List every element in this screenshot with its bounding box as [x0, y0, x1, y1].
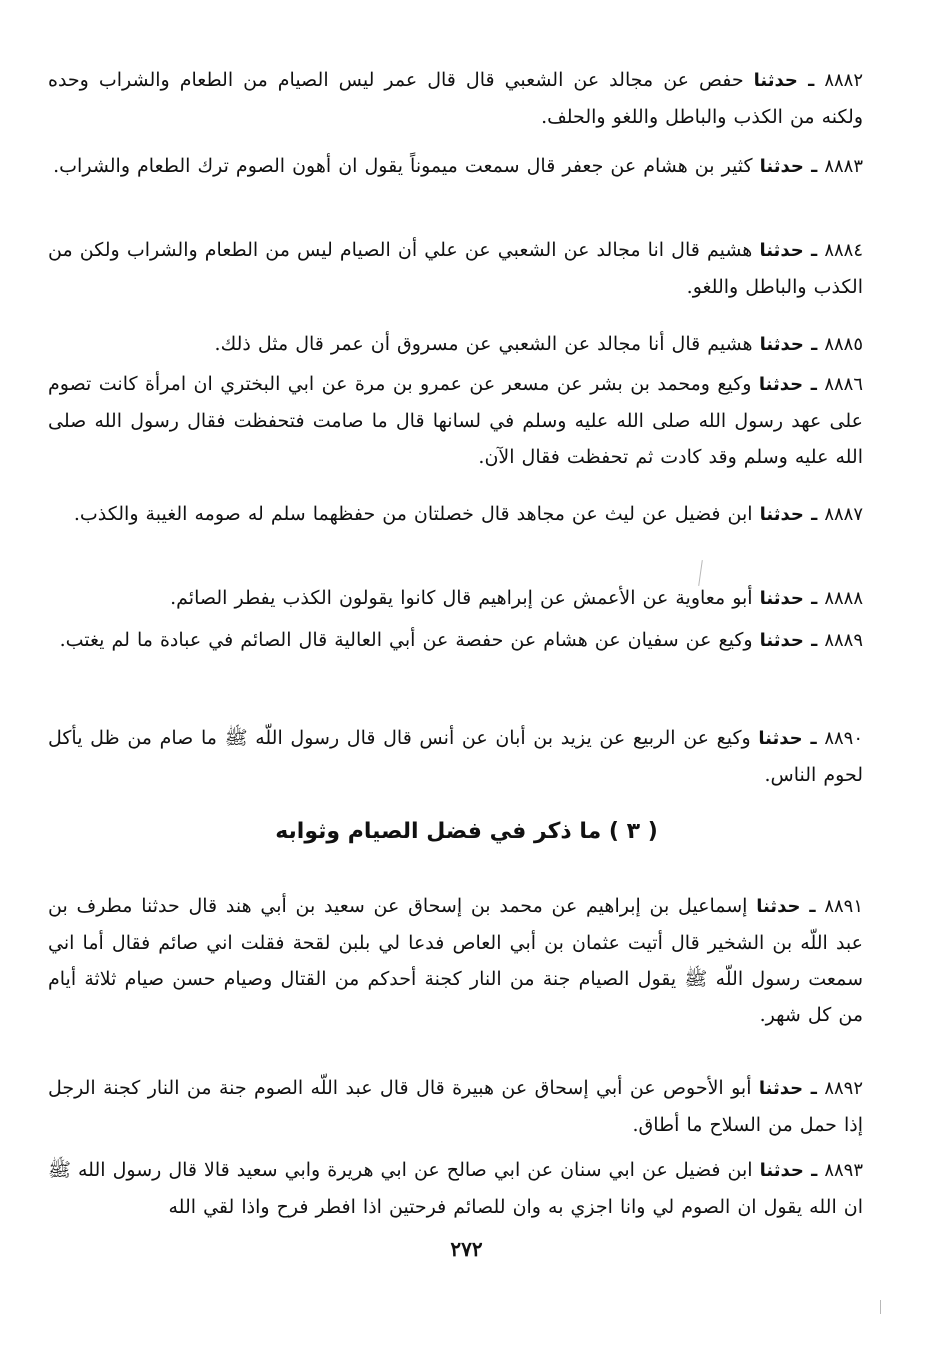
hadith-lead: ـ حدثنا [753, 70, 815, 91]
scan-mark [880, 1300, 881, 1314]
hadith-8893 [48, 1152, 863, 1225]
hadith-8882 [48, 62, 863, 135]
hadith-8891 [48, 888, 863, 1033]
hadith-text: هشيم قال أنا مجالد عن الشعبي عن مسروق أن عمر قال مثل ذلك. [214, 333, 753, 355]
section-heading: ( ٣ ) ما ذكر في فضل الصيام وثوابه [275, 819, 658, 844]
hadith-number: ٨٨٨٢ [824, 70, 864, 91]
hadith-8892 [48, 1070, 863, 1143]
hadith-lead: ـ حدثنا [759, 240, 818, 261]
hadith-text: حفص عن مجالد عن الشعبي قال قال عمر ليس الصيام من الطعام والشراب وحده ولكنه من الكذب والباطل واللغو والحلف. [48, 69, 863, 128]
hadith-number: ٨٨٨٧ [824, 504, 863, 525]
hadith-text: ابن فضيل عن ابي سنان عن ابي صالح عن ابي هريرة وابي سعيد قالا قال رسول الله ﷺ ان الله يقول ان الصوم لي وانا اجزي به وان للصائم فرحتين اذا افطر فرح واذا لقي الله [48, 1159, 863, 1218]
hadith-8883 [48, 148, 863, 185]
hadith-8886 [48, 366, 863, 475]
hadith-number: ٨٨٨٣ [824, 156, 863, 177]
hadith-number: ٨٨٨٦ [824, 374, 863, 395]
hadith-lead: ـ حدثنا [759, 588, 818, 609]
hadith-text: أبو معاوية عن الأعمش عن إبراهيم قال كانوا يقولون الكذب يفطر الصائم. [170, 587, 753, 609]
hadith-lead: ـ حدثنا [759, 156, 818, 177]
hadith-lead: ـ حدثنا [758, 374, 817, 395]
hadith-lead: ـ حدثنا [759, 504, 818, 525]
hadith-text: وكيع عن الربيع عن يزيد بن أبان عن أنس قال قال رسول اللّه ﷺ ما صام من ظل يأكل لحوم الناس. [48, 727, 863, 786]
hadith-lead: ـ حدثنا [759, 334, 818, 355]
hadith-text: إسماعيل بن إبراهيم عن محمد بن إسحاق عن سعيد بن أبي هند قال حدثنا مطرف بن عبد اللّه بن الشخير قال أتيت عثمان بن أبي العاص فدعا لي بلبن لقحة فقلت اني صائم فقال أما اني سمعت رسول اللّه ﷺ يقول الصيام جنة من النار كجنة أحدكم من القتال وصيام حسن صيام ثلاثة أيام من كل شهر. [48, 895, 863, 1026]
hadith-text: ابن فضيل عن ليث عن مجاهد قال خصلتان من حفظهما سلم له صومه الغيبة والكذب. [73, 503, 753, 525]
hadith-lead: ـ حدثنا [759, 630, 818, 651]
hadith-number: ٨٨٩٣ [824, 1160, 863, 1181]
hadith-lead: ـ حدثنا [758, 1078, 817, 1099]
hadith-number: ٨٨٨٨ [824, 588, 863, 609]
hadith-8887 [48, 496, 863, 533]
hadith-lead: ـ حدثنا [759, 1160, 818, 1181]
hadith-text: هشيم قال انا مجالد عن الشعبي عن علي أن الصيام ليس من الطعام والشراب ولكن من الكذب والباطل واللغو. [48, 239, 863, 298]
hadith-number: ٨٨٨٥ [824, 334, 863, 355]
hadith-8888 [48, 580, 863, 617]
hadith-8884 [48, 232, 863, 305]
hadith-number: ٨٨٨٩ [824, 630, 863, 651]
page-number: ٢٧٢ [450, 1237, 483, 1261]
hadith-number: ٨٨٨٤ [824, 240, 864, 261]
hadith-number: ٨٨٩٢ [824, 1078, 863, 1099]
hadith-8889 [48, 622, 863, 659]
hadith-text: وكيع عن سفيان عن هشام عن حفصة عن أبي العالية قال الصائم في عبادة ما لم يغتب. [59, 629, 753, 651]
hadith-lead: ـ حدثنا [756, 896, 816, 917]
hadith-text: أبو الأحوص عن أبي إسحاق عن هبيرة قال قال عبد اللّه الصوم جنة من النار كجنة الرجل إذا حمل من السلاح ما أطاق. [48, 1077, 863, 1136]
hadith-number: ٨٨٩٠ [824, 728, 863, 749]
hadith-number: ٨٨٩١ [824, 896, 863, 917]
hadith-text: وكيع ومحمد بن بشر عن مسعر عن عمرو بن مرة عن ابي البختري ان امرأة كانت تصوم على عهد رسول الله صلى الله عليه وسلم في لسانها قال ما صامت فتحفظت فقال رسول الله صلى الله عليه وسلم وقد كادت ثم تحفظت فقال الآن. [48, 373, 863, 468]
hadith-text: كثير بن هشام عن جعفر قال سمعت ميموناً يقول ان أهون الصوم ترك الطعام والشراب. [53, 155, 753, 177]
hadith-8885 [48, 326, 863, 363]
hadith-lead: ـ حدثنا [758, 728, 817, 749]
hadith-8890 [48, 720, 863, 793]
